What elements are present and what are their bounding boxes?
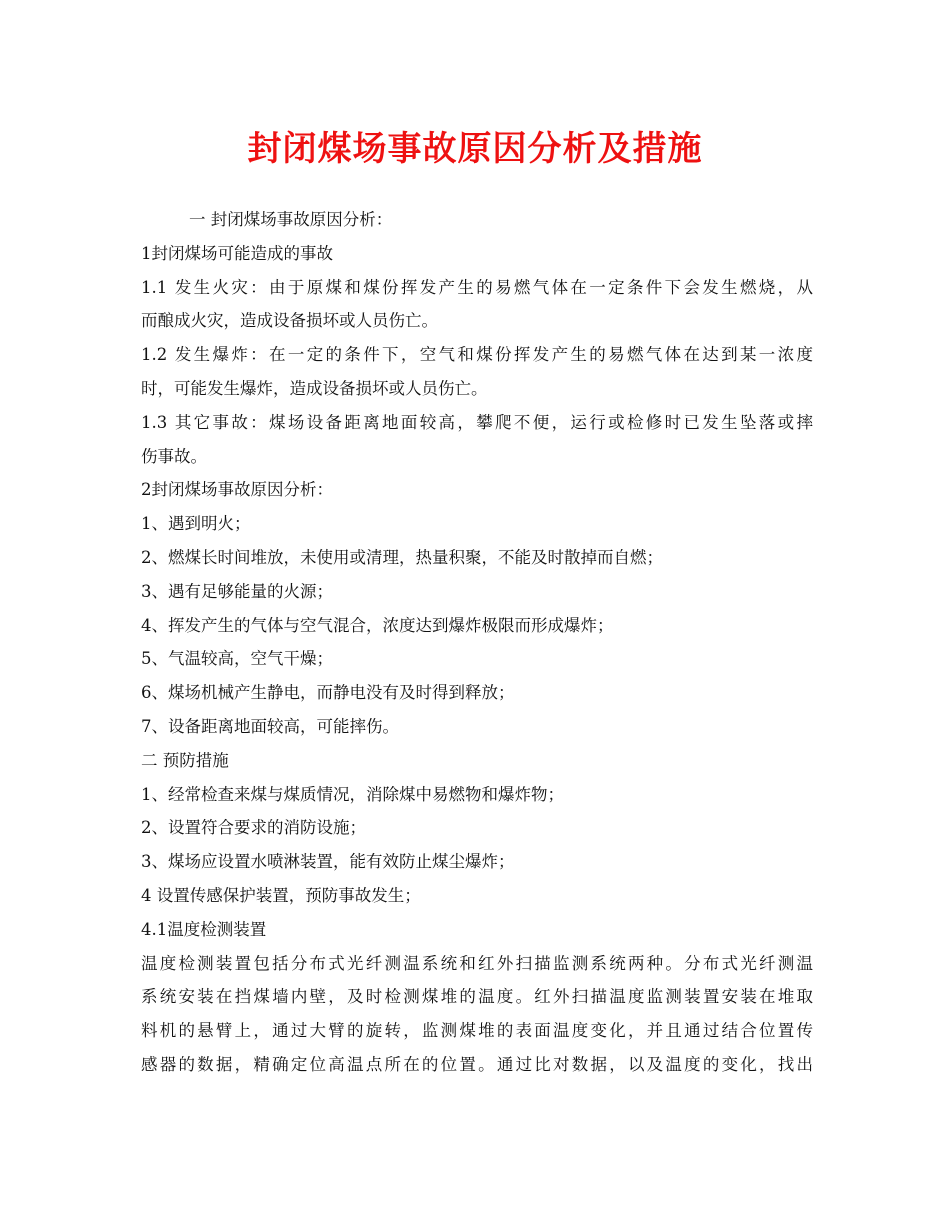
- paragraph-line: 料机的悬臂上，通过大臂的旋转，监测煤堆的表面温度变化，并且通过结合位置传: [141, 1021, 813, 1041]
- paragraph-line: 伤事故。: [141, 446, 207, 466]
- list-item: 2、设置符合要求的消防设施；: [141, 818, 366, 838]
- list-item: 6、煤场机械产生静电，而静电没有及时得到释放；: [141, 683, 515, 703]
- document-body: [141, 203, 813, 1082]
- section-heading: 一 封闭煤场事故原因分析：: [189, 210, 393, 229]
- subsection-heading: 1封闭煤场可能造成的事故: [141, 243, 333, 263]
- subsection-heading: 2封闭煤场事故原因分析：: [141, 480, 333, 500]
- list-item: 3、遇有足够能量的火源；: [141, 581, 333, 601]
- paragraph-line: 温度检测装置包括分布式光纤测温系统和红外扫描监测系统两种。分布式光纤测温: [141, 953, 813, 973]
- list-item: 1、遇到明火；: [141, 514, 251, 534]
- paragraph-line: 1.1 发生火灾：由于原煤和煤份挥发产生的易燃气体在一定条件下会发生燃烧，从: [141, 277, 813, 297]
- paragraph-line: 1.3 其它事故：煤场设备距离地面较高，攀爬不便，运行或检修时已发生坠落或摔: [141, 412, 813, 432]
- list-item: 2、燃煤长时间堆放，未使用或清理，热量积聚，不能及时散掉而自燃；: [141, 547, 663, 567]
- paragraph-line: 1.2 发生爆炸：在一定的条件下，空气和煤份挥发产生的易燃气体在达到某一浓度: [141, 345, 813, 365]
- list-item: 5、气温较高，空气干燥；: [141, 649, 333, 669]
- paragraph-line: 而酿成火灾，造成设备损坏或人员伤亡。: [141, 311, 438, 331]
- paragraph-line: 感器的数据，精确定位高温点所在的位置。通过比对数据，以及温度的变化，找出: [141, 1054, 813, 1074]
- paragraph-line: 系统安装在挡煤墙内壁，及时检测煤堆的温度。红外扫描温度监测装置安装在堆取: [141, 987, 813, 1007]
- paragraph-line: 时，可能发生爆炸，造成设备损坏或人员伤亡。: [141, 378, 488, 398]
- list-item: 1、经常检查来煤与煤质情况，消除煤中易燃物和爆炸物；: [141, 784, 564, 804]
- list-item: 3、煤场应设置水喷淋装置，能有效防止煤尘爆炸；: [141, 852, 515, 872]
- list-item: 4、挥发产生的气体与空气混合，浓度达到爆炸极限而形成爆炸；: [141, 615, 614, 635]
- document-title: 封闭煤场事故原因分析及措施: [247, 129, 703, 169]
- list-item: 4 设置传感保护装置，预防事故发生；: [141, 885, 421, 905]
- section-heading: 二 预防措施: [141, 750, 229, 770]
- subsection-heading: 4.1温度检测装置: [141, 919, 267, 939]
- list-item: 7、设备距离地面较高，可能摔伤。: [141, 716, 399, 736]
